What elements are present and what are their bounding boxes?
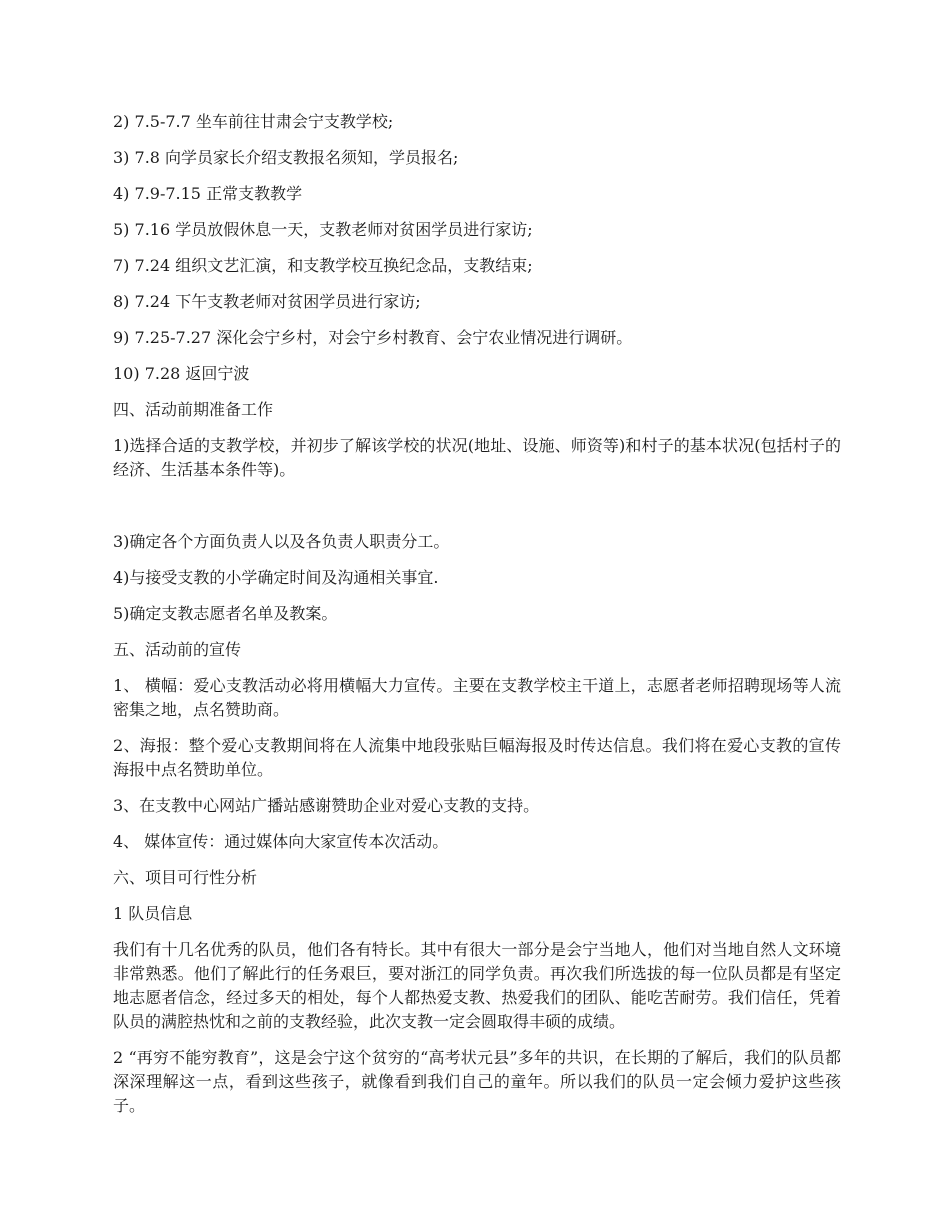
schedule-item-5: 5) 7.16 学员放假休息一天，支教老师对贫困学员进行家访; bbox=[113, 220, 533, 239]
preparation-item-1: 1)选择合适的支教学校，并初步了解该学校的状况(地址、设施、师资等)和村子的基本状况(包括村子的经济、生活基本条件等)。 bbox=[113, 436, 841, 479]
blank-space bbox=[113, 494, 841, 530]
schedule-item-10: 10) 7.28 返回宁波 bbox=[113, 364, 250, 383]
section-heading-feasibility: 六、项目可行性分析 bbox=[113, 868, 258, 887]
team-info-paragraph: 我们有十几名优秀的队员，他们各有特长。其中有很大一部分是会宁当地人，他们对当地自然人文环境非常熟悉。他们了解此行的任务艰巨，要对浙江的同学负责。再次我们所选拔的每一位队员都是有坚定地志愿者信念，经过多天的相处，每个人都热爱支教、热爱我们的团队、能吃苦耐劳。我们信任，凭着队员的满腔热忱和之前的支教经验，此次支教一定会圆取得丰硕的成绩。 bbox=[113, 940, 841, 1031]
schedule-item-7: 7) 7.24 组织文艺汇演，和支教学校互换纪念品，支教结束; bbox=[113, 256, 533, 275]
schedule-item-4: 4) 7.9-7.15 正常支教教学 bbox=[113, 184, 303, 203]
schedule-item-8: 8) 7.24 下午支教老师对贫困学员进行家访; bbox=[113, 292, 421, 311]
preparation-item-3: 3)确定各个方面负责人以及各负责人职责分工。 bbox=[113, 532, 450, 551]
section-heading-preparation: 四、活动前期准备工作 bbox=[113, 400, 274, 419]
publicity-item-4: 4、 媒体宣传：通过媒体向大家宣传本次活动。 bbox=[113, 832, 449, 851]
schedule-item-2: 2) 7.5-7.7 坐车前往甘肃会宁支教学校; bbox=[113, 112, 394, 131]
education-paragraph: 2 “再穷不能穷教育”，这是会宁这个贫穷的“高考状元县”多年的共识，在长期的了解后，我们的队员都深深理解这一点，看到这些孩子，就像看到我们自己的童年。所以我们的队员一定会倾力爱护这些孩子。 bbox=[113, 1048, 841, 1115]
publicity-item-3: 3、在支教中心网站广播站感谢赞助企业对爱心支教的支持。 bbox=[113, 796, 540, 815]
preparation-item-4: 4)与接受支教的小学确定时间及沟通相关事宜. bbox=[113, 568, 439, 587]
document-page bbox=[113, 110, 841, 1130]
publicity-item-2: 2、海报：整个爱心支教期间将在人流集中地段张贴巨幅海报及时传达信息。我们将在爱心支教的宣传海报中点名赞助单位。 bbox=[113, 736, 841, 779]
preparation-item-5: 5)确定支教志愿者名单及教案。 bbox=[113, 604, 338, 623]
section-heading-publicity: 五、活动前的宣传 bbox=[113, 640, 242, 659]
publicity-item-1: 1、 横幅：爱心支教活动必将用横幅大力宣传。主要在支教学校主干道上，志愿者老师招聘现场等人流密集之地，点名赞助商。 bbox=[113, 676, 841, 719]
subheading-team-info: 1 队员信息 bbox=[113, 904, 193, 923]
schedule-item-9: 9) 7.25-7.27 深化会宁乡村，对会宁乡村教育、会宁农业情况进行调研。 bbox=[113, 328, 633, 347]
schedule-item-3: 3) 7.8 向学员家长介绍支教报名须知，学员报名; bbox=[113, 148, 459, 167]
